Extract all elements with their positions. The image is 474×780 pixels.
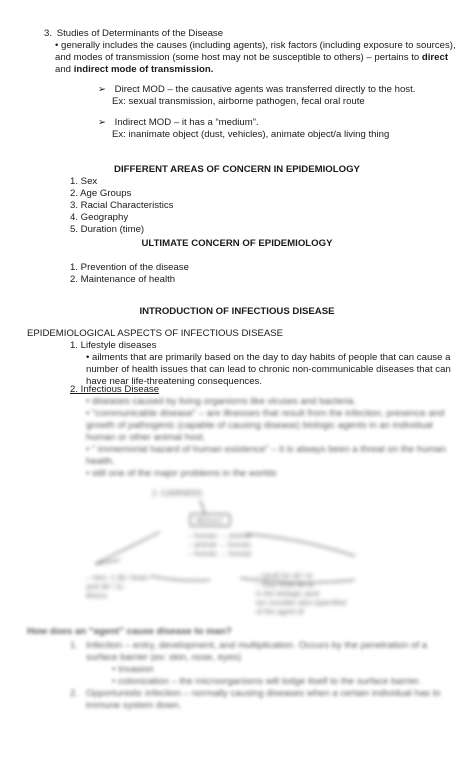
areas-item: 2. Age Groups [70,188,132,199]
arrow-icon: ➢ [98,117,107,128]
agent-item-num: 1. [70,640,79,651]
lifestyle-line: have near life-threatening consequences. [86,376,263,387]
direct-bold: direct [421,52,449,63]
diagram-center-note: – human → human [188,549,252,558]
diagram-left-note: illness [86,591,107,600]
infectious-line: • “communicable disease” – are illnesses that result from the infection, presence and [86,408,445,419]
areas-item: 3. Racial Characteristics [70,200,174,211]
diagram-left-note: and 38 / 11: [86,582,126,591]
infectious-line: • still one of the major problems in the worlds [86,468,277,479]
infectious-line: • diseases caused by living organisms like viruses and bacteria. [86,396,356,407]
infectious-line: health. [86,456,115,467]
section3-line3: and indirect mode of transmission. [55,64,214,75]
agent-item-line: • colonization – the microorganisms will lodge itself to the surface barrier. [112,676,421,687]
areas-heading: DIFFERENT AREAS OF CONCERN IN EPIDEMIOLOGY [114,164,360,175]
ultimate-item: 1. Prevention of the disease [70,262,189,273]
bullet-direct-example: Ex: sexual transmission, airborne pathogen, fecal oral route [112,96,365,107]
areas-item: 4. Geography [70,212,129,223]
diagram-left-note: – vitro: 1:38 / brain [86,573,149,582]
diagram-center-label: RESULT [196,518,224,525]
lifestyle-line: • ailments that are primarily based on the day to day habits of people that can cause a [86,352,451,363]
lifestyle-line: number of health issues that can lead to chronic non-communicable diseases that can [86,364,451,375]
ultimate-item: 2. Maintenance of health [70,274,176,285]
diagram-right-note: – (and) for all / er [256,571,314,580]
diagram-right-note: – they must be to [256,580,314,589]
diagram-right-note: of the agent (if [256,607,304,616]
agent-item-line: immune system down. [86,700,182,711]
agent-item-line: Opportunistic infection – normally causing diseases when a certain individual has to [86,688,441,699]
agent-item-num: 2. [70,688,79,699]
agent-question: How does an “agent” cause disease to man? [27,626,232,637]
lifestyle-title: 1. Lifestyle diseases [70,340,157,351]
agent-item-line: Infection – entry, development, and multiplication. Occurs by the penetration of a [86,640,428,651]
areas-item: 5. Duration (time) [70,224,145,235]
section3-heading [44,28,223,40]
intro-heading: INTRODUCTION OF INFECTIOUS DISEASE [139,306,335,317]
section3-line1: • generally includes the causes (including agents), risk factors (including exposure to sources), [55,40,456,51]
bullet-direct: ➢ Direct MOD – the causative agents was transferred directly to the host. [98,84,416,95]
section3-line2: and modes of transmission (some host may not be susceptible to others) – pertains to direct [55,52,449,63]
infectious-line: growth of pathogenic (capable of causing disease) biologic agents in an individual [86,420,433,431]
diagram-right-note: we consider also (specified [256,598,347,607]
agent-item-line: • Invasion [112,664,154,675]
diagram-top-label: 2. CARRIERS [152,489,203,498]
diagram-center-note: – animal → human [188,540,251,549]
diagram-right-note: in the biologic (and [256,589,319,598]
intro-subheading: EPIDEMIOLOGICAL ASPECTS OF INFECTIOUS DISEASE [27,328,284,339]
infectious-line: • “ immemorial hazard of human existence” – it is always been a threat on the human [86,444,447,455]
diagram-center-note: – human → animal [188,531,251,540]
infectious-title: 2. Infectious Disease [70,384,160,395]
indirect-bold: indirect mode of transmission. [73,64,214,75]
infectious-line: human or other animal host. [86,432,206,443]
ultimate-heading: ULTIMATE CONCERN OF EPIDEMIOLOGY [141,238,333,249]
areas-item: 1. Sex [70,176,98,187]
arrow-icon: ➢ [98,84,107,95]
section3-number: 3. [44,28,53,39]
bullet-indirect: ➢ Indirect MOD – it has a “medium”. [98,117,259,128]
agent-item-line: surface barrier (ex: skin, nose, eyes) [86,652,242,663]
carriers-diagram [0,480,474,616]
bullet-indirect-example: Ex: inanimate object (dust, vehicles), animate object/a living thing [112,129,390,140]
section3-title: Studies of Determinants of the Disease [56,28,224,39]
